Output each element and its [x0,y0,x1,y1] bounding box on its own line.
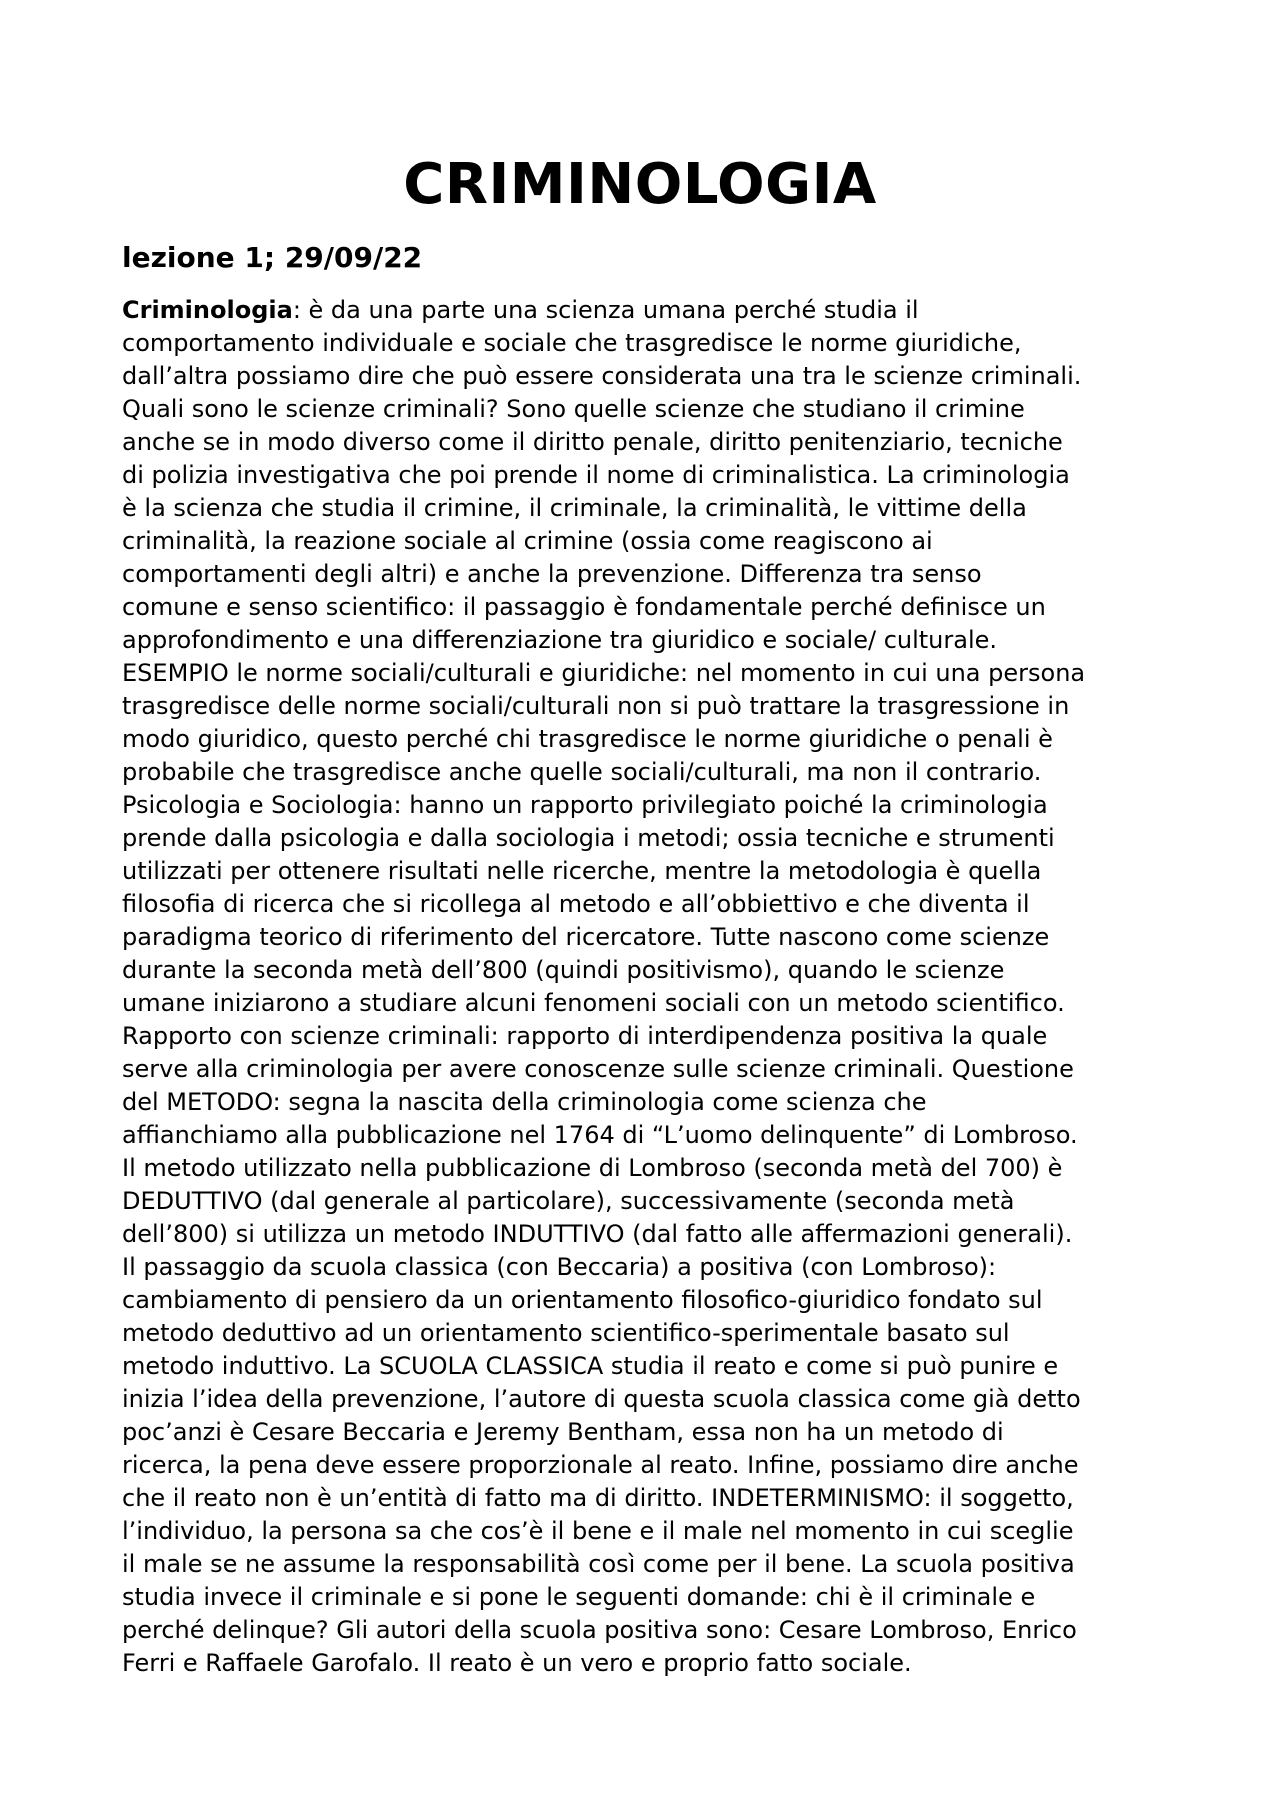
lesson-heading: lezione 1; 29/09/22 [122,241,423,274]
body-line: durante la seconda metà dell’800 (quindi positivismo), quando le scienze [122,956,1005,984]
body-line: utilizzati per ottenere risultati nelle ricerche, mentre la metodologia è quella [122,857,1042,885]
body-line: affianchiamo alla pubblicazione nel 1764 di “L’uomo delinquente” di Lombroso. [122,1121,1078,1149]
body-line: che il reato non è un’entità di fatto ma di diritto. INDETERMINISMO: il soggetto, [122,1484,1074,1512]
body-line: serve alla criminologia per avere conoscenze sulle scienze criminali. Questione [122,1055,1074,1083]
body-line: prende dalla psicologia e dalla sociologia i metodi; ossia tecniche e strumenti [122,824,1055,852]
body-line: DEDUTTIVO (dal generale al particolare), successivamente (seconda metà [122,1187,1015,1215]
body-line: studia invece il criminale e si pone le seguenti domande: chi è il criminale e [122,1583,1036,1611]
body-line: del METODO: segna la nascita della criminologia come scienza che [122,1088,927,1116]
body-line: paradigma teorico di riferimento del ricercatore. Tutte nascono come scienze [122,923,1050,951]
body-line: criminalità, la reazione sociale al crimine (ossia come reagiscono ai [122,527,933,555]
body-line-text: : è da una parte una scienza umana perché studia il [292,296,919,324]
body-line [122,294,1172,327]
body-line: trasgredisce delle norme sociali/culturali non si può trattare la trasgressione in [122,692,1070,720]
body-line: comportamenti degli altri) e anche la prevenzione. Differenza tra senso [122,560,982,588]
body-line: ricerca, la pena deve essere proporzionale al reato. Infine, possiamo dire anche [122,1451,1079,1479]
body-line: filosofia di ricerca che si ricollega al metodo e all’obbiettivo e che diventa il [122,890,1030,918]
body-line: comportamento individuale e sociale che trasgredisce le norme giuridiche, [122,329,1022,357]
body-line: Psicologia e Sociologia: hanno un rapporto privilegiato poiché la criminologia [122,791,1048,819]
document-title: CRIMINOLOGIA [403,152,877,217]
body-line: Ferri e Raffaele Garofalo. Il reato è un vero e proprio fatto sociale. [122,1649,912,1677]
body-line: probabile che trasgredisce anche quelle sociali/culturali, ma non il contrario. [122,758,1042,786]
body-line: metodo deduttivo ad un orientamento scientifico-sperimentale basato sul [122,1319,1010,1347]
body-line: dall’altra possiamo dire che può essere considerata una tra le scienze criminali. [122,362,1082,390]
body-line: Quali sono le scienze criminali? Sono quelle scienze che studiano il crimine [122,395,1025,423]
body-line: umane iniziarono a studiare alcuni fenomeni sociali con un metodo scientifico. [122,989,1065,1017]
body-line: ESEMPIO le norme sociali/culturali e giuridiche: nel momento in cui una persona [122,659,1086,687]
body-line: Il passaggio da scuola classica (con Beccaria) a positiva (con Lombroso): [122,1253,997,1281]
body-line: Rapporto con scienze criminali: rapporto di interdipendenza positiva la quale [122,1022,1048,1050]
body-line: approfondimento e una differenziazione tra giuridico e sociale/ culturale. [122,626,998,654]
definition-term: Criminologia [122,296,293,324]
body-line: il male se ne assume la responsabilità così come per il bene. La scuola positiva [122,1550,1075,1578]
body-line: è la scienza che studia il crimine, il criminale, la criminalità, le vittime della [122,494,1027,522]
body-line: modo giuridico, questo perché chi trasgredisce le norme giuridiche o penali è [122,725,1053,753]
body-line: di polizia investigativa che poi prende il nome di criminalistica. La criminologia [122,461,1070,489]
body-line: perché delinque? Gli autori della scuola positiva sono: Cesare Lombroso, Enrico [122,1616,1077,1644]
body-line: poc’anzi è Cesare Beccaria e Jeremy Bentham, essa non ha un metodo di [122,1418,1004,1446]
body-line: metodo induttivo. La SCUOLA CLASSICA studia il reato e come si può punire e [122,1352,1059,1380]
body-line: inizia l’idea della prevenzione, l’autore di questa scuola classica come già detto [122,1385,1081,1413]
body-line: Il metodo utilizzato nella pubblicazione di Lombroso (seconda metà del 700) è [122,1154,1063,1182]
body-line: comune e senso scientifico: il passaggio è fondamentale perché definisce un [122,593,1046,621]
body-line: anche se in modo diverso come il diritto penale, diritto penitenziario, tecniche [122,428,1063,456]
body-line: cambiamento di pensiero da un orientamento filosofico-giuridico fondato sul [122,1286,1043,1314]
body-line: l’individuo, la persona sa che cos’è il bene e il male nel momento in cui sceglie [122,1517,1074,1545]
document-body [122,294,1172,1680]
body-line: dell’800) si utilizza un metodo INDUTTIVO (dal fatto alle affermazioni generali). [122,1220,1073,1248]
